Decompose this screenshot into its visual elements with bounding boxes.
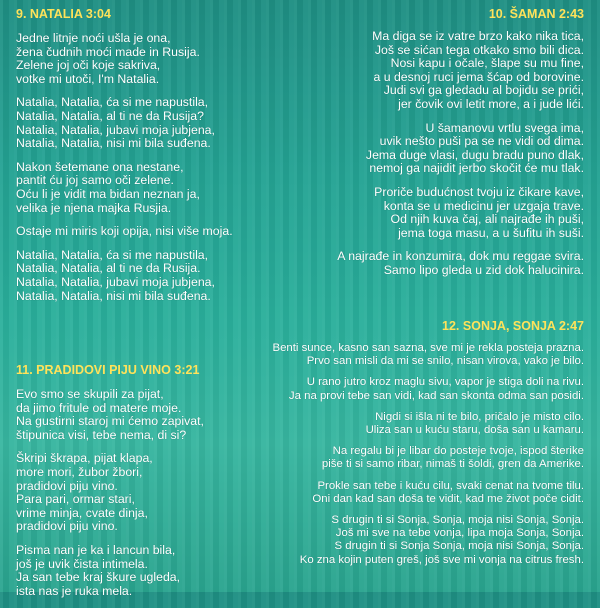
lyric-line: konta se u medicinu jer uzgaja trave.	[383, 198, 584, 213]
lyric-line: Para pari, ormar stari,	[16, 492, 135, 507]
stanza	[224, 376, 584, 402]
lyric-line: Na gustirni staroj mi ćemo zapivat,	[16, 414, 204, 429]
stanza	[284, 186, 584, 240]
lyric-line: votke mi utoči, I'm Natalia.	[16, 71, 160, 86]
lyric-line: Od njih kuva čaj, ali najrađe ih puši,	[390, 212, 584, 227]
lyric-line: Ko zna kojin puten greš, još sve mi vonja na citrus fresh.	[299, 553, 584, 566]
lyric-line: Evo smo se skupili za pijat,	[16, 387, 164, 401]
lyric-line: Natalia, Natalia, al ti ne da Rusija?	[16, 108, 204, 123]
lyric-line: jema toga masu, a u šufitu ih suši.	[398, 225, 584, 240]
lyric-line: a u desnoj ruci jema šćap od borovine.	[373, 69, 584, 84]
stanza	[16, 32, 296, 86]
stanza	[16, 249, 296, 303]
song-title: 9. NATALIA 3:04	[16, 7, 111, 21]
lyric-line: Ja san tebe kraj škure ugleda,	[16, 570, 181, 585]
song-sonja-sonja	[224, 319, 584, 575]
lyric-line: S drugin ti si Sonja Sonja, moja nisi Sonja, Sonja.	[334, 540, 584, 553]
lyric-line: da jimo fritule od matere moje.	[16, 400, 182, 415]
lyric-line: Oću li je vidit ma bidan neznan ja,	[16, 186, 200, 201]
lyric-line: U rano jutro kroz maglu sivu, vapor je stiga doli na rivu.	[306, 376, 584, 389]
stanza	[284, 250, 584, 277]
stanza	[16, 161, 296, 215]
lyric-line: more mori, žubor žbori,	[16, 464, 143, 479]
lyric-line: Na regalu bi je libar do posteje tvoje, ispod šterike	[332, 445, 584, 458]
lyric-line: Benti sunce, kasno san sazna, sve mi je rekla posteja prazna.	[272, 342, 584, 354]
lyric-line: Jema duge vlasi, dugu bradu puno dlak,	[365, 147, 584, 162]
lyric-line: Natalia, Natalia, al ti ne da Rusija.	[16, 261, 201, 276]
lyric-line: Ja na provi tebe san vidi, kad san skonta odma san posidi.	[288, 389, 584, 402]
lyric-line: Natalia, Natalia, nisi mi bila suđena.	[16, 288, 211, 303]
lyric-line: Natalia, Natalia, jubavi moja jubjena,	[16, 274, 215, 289]
stanza	[224, 514, 584, 567]
lyric-line: Oni dan kad san doša te vidit, kad me život poče cidit.	[312, 492, 584, 505]
lyric-line: Ostaje mi miris koji opija, nisi više moja.	[16, 224, 233, 239]
lyric-line: Uliza san u kuću staru, doša san u kamaru.	[365, 424, 584, 437]
lyric-line: pantit ću joj samo oči zelene.	[16, 173, 174, 188]
lyric-line: Natalia, Natalia, nisi mi bila suđena.	[16, 136, 211, 151]
lyric-line: Judi svi ga gledadu al bojidu se prići,	[383, 83, 584, 98]
song-saman	[284, 7, 584, 288]
lyric-line: uvik nešto puši pa se ne vidi od dima.	[379, 134, 584, 149]
stanza	[224, 445, 584, 471]
lyric-line: Natalia, Natalia, jubavi moja jubjena,	[16, 122, 215, 137]
song-title: 11. PRADIDOVI PIJU VINO 3:21	[16, 363, 200, 377]
lyric-line: jer čovik ovi letit more, a i jude lići.	[398, 96, 584, 111]
lyric-line: velika je njena majka Rusjia.	[16, 200, 172, 215]
lyric-line: žena čudnih moći made in Rusija.	[16, 44, 200, 59]
lyric-line: A najrađe in konzumira, dok mu reggae svira.	[337, 249, 584, 264]
stanza	[16, 225, 296, 239]
lyric-line: Nigdi si išla ni te bilo, pričalo je misto cilo.	[375, 410, 584, 423]
lyric-line: Ma diga se iz vatre brzo kako nika tica,	[372, 29, 584, 43]
stanza	[284, 122, 584, 176]
lyric-line: Prvo san misli da mi se snilo, nisan virova, vako je bilo.	[306, 355, 584, 368]
lyric-line: Natalia, Natalia, ća si me napustila,	[16, 95, 209, 110]
lyric-line: Škripi škrapa, pijat klapa,	[16, 451, 153, 466]
song-title: 10. ŠAMAN 2:43	[488, 7, 584, 21]
lyric-line: Prokle san tebe i kuću cilu, svaki cenat na tvome tilu.	[317, 479, 584, 492]
lyric-line: piše ti si samo ribar, nimaš ti šoldi, gren da Amerike.	[321, 458, 584, 471]
stanza	[224, 411, 584, 437]
lyric-line: Samo lipo gleda u zid dok halucinira.	[383, 262, 584, 277]
lyrics	[224, 342, 584, 567]
lyric-line: Zelene joj oči koje sakriva,	[16, 58, 161, 73]
lyric-line: Jedne litnje noći ušla je ona,	[16, 31, 171, 45]
lyric-line: U šamanovu vrtlu svega ima,	[425, 120, 584, 135]
lyrics	[284, 30, 584, 278]
lyrics	[16, 32, 296, 303]
song-natalia	[16, 7, 296, 313]
lyric-line: vrime minja, cvate dinja,	[16, 505, 148, 520]
lyric-line: Nakon šetemane ona nestane,	[16, 159, 184, 174]
stanza	[224, 480, 584, 506]
lyric-line: pradidovi piju vino.	[16, 478, 118, 493]
lyric-line: Natalia, Natalia, ća si me napustila,	[16, 247, 209, 262]
lyric-line: Još se sićan tega otkako smo bili dica.	[374, 42, 584, 57]
lyric-line: ista nas je ruka mela.	[16, 583, 133, 598]
song-title: 12. SONJA, SONJA 2:47	[442, 319, 584, 333]
lyric-line: Još mi sve na tebe vonja, lipa moja Sonja, Sonja.	[335, 527, 584, 540]
lyric-line: Nosi kapu i očale, šlape su mu fine,	[390, 56, 584, 71]
stanza	[284, 30, 584, 112]
lyric-line: pradidovi piju vino.	[16, 519, 118, 534]
lyric-line: još je uvik čista intimela.	[16, 556, 148, 571]
lyric-line: S drugin ti si Sonja, Sonja, moja nisi Sonja, Sonja.	[331, 514, 584, 527]
lyric-line: nemoj ga najidit jerbo skočit će mu tlak.	[369, 161, 584, 176]
stanza	[16, 96, 296, 150]
lyric-line: Proriče budućnost tvoju iz čikare kave,	[374, 184, 584, 199]
lyric-line: štipunica visi, tebe nema, di si?	[16, 427, 187, 442]
lyric-line: Pisma nan je ka i lancun bila,	[16, 542, 176, 557]
stanza	[224, 342, 584, 368]
